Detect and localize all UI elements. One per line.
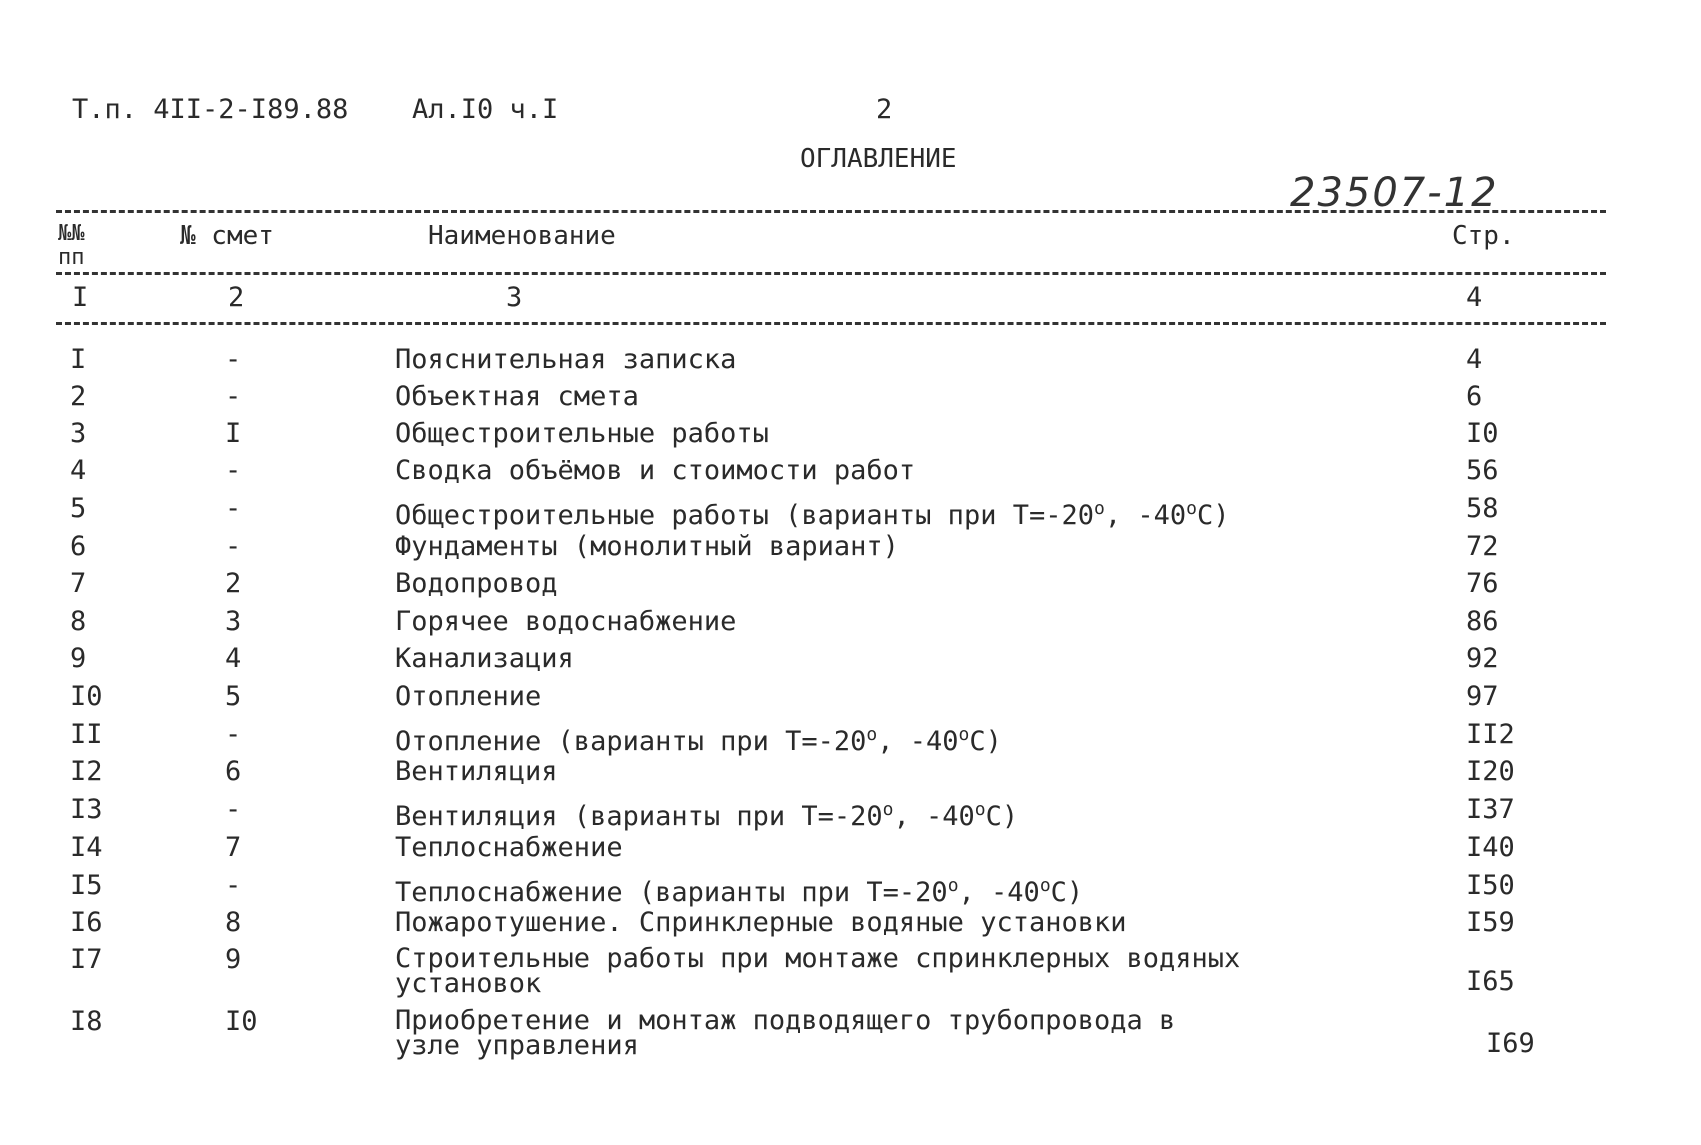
- row-name: Горячее водоснабжение: [395, 606, 737, 637]
- row-number: II: [70, 719, 103, 750]
- row-page: I40: [1466, 832, 1515, 863]
- row-name: Канализация: [395, 643, 574, 674]
- row-number: 9: [70, 643, 87, 674]
- row-number: 4: [70, 455, 87, 486]
- row-name: Общестроительные работы (варианты при $Т=-20^o$, -40$^o$С): [395, 498, 1230, 531]
- row-name: Теплоснабжение (варианты при $Т=-20^o$, -40$^o$С): [395, 875, 1084, 908]
- row-name: [395, 943, 1241, 999]
- row-number: 8: [70, 606, 87, 637]
- header-bottom-rule: [56, 272, 1606, 275]
- row-name-line: Строительные работы при монтаже спринклерных водяных: [395, 943, 1241, 974]
- row-name: Отопление (варианты при $Т=-20^o$, -40$^o$С): [395, 724, 1002, 757]
- table-top-rule: [56, 210, 1606, 213]
- row-number: I7: [70, 944, 103, 975]
- row-number: 5: [70, 493, 87, 524]
- column-header-smeta: № смет: [180, 221, 274, 251]
- row-number: I2: [70, 756, 103, 787]
- page-title: ОГЛАВЛЕНИЕ: [800, 144, 957, 174]
- row-name: Водопровод: [395, 568, 558, 599]
- row-number: I6: [70, 907, 103, 938]
- row-name: Пожаротушение. Спринклерные водяные установки: [395, 907, 1127, 938]
- handwritten-number: 23507-12: [1290, 170, 1499, 216]
- row-estimate-number: -: [225, 381, 242, 412]
- row-estimate-number: I: [225, 418, 242, 449]
- row-name: Фундаменты (монолитный вариант): [395, 531, 899, 562]
- row-number: I5: [70, 870, 103, 901]
- row-number: I0: [70, 681, 103, 712]
- column-number-2: 2: [228, 282, 245, 313]
- row-page: I50: [1466, 870, 1515, 901]
- row-name-line: узле управления: [395, 1030, 639, 1061]
- row-number: I4: [70, 832, 103, 863]
- row-name: Сводка объёмов и стоимости работ: [395, 455, 916, 486]
- row-number: I3: [70, 794, 103, 825]
- row-name-line: Приобретение и монтаж подводящего трубопровода в: [395, 1005, 1176, 1036]
- row-number: 6: [70, 531, 87, 562]
- row-page: 76: [1466, 568, 1499, 599]
- row-estimate-number: -: [225, 493, 242, 524]
- row-estimate-number: -: [225, 531, 242, 562]
- row-estimate-number: 3: [225, 606, 242, 637]
- row-name: Общестроительные работы: [395, 418, 769, 449]
- row-estimate-number: -: [225, 344, 242, 375]
- row-estimate-number: 7: [225, 832, 242, 863]
- row-estimate-number: 8: [225, 907, 242, 938]
- row-page: 58: [1466, 493, 1499, 524]
- row-estimate-number: -: [225, 794, 242, 825]
- row-page: I69: [1486, 1028, 1535, 1059]
- row-name: Пояснительная записка: [395, 344, 737, 375]
- row-number: I: [70, 344, 87, 375]
- row-page: 72: [1466, 531, 1499, 562]
- album-number: Ал.I0 ч.I: [412, 94, 559, 125]
- column-numbers-bottom-rule: [56, 322, 1606, 325]
- column-number-1: I: [72, 282, 89, 313]
- row-page: I20: [1466, 756, 1515, 787]
- row-name: Теплоснабжение: [395, 832, 623, 863]
- column-header-name: Наименование: [428, 221, 616, 251]
- row-number: 7: [70, 568, 87, 599]
- row-number: 3: [70, 418, 87, 449]
- row-estimate-number: -: [225, 455, 242, 486]
- document-code: Т.п. 4II-2-I89.88: [72, 94, 349, 125]
- row-name: [395, 1005, 1176, 1061]
- row-page: 92: [1466, 643, 1499, 674]
- row-estimate-number: 4: [225, 643, 242, 674]
- column-header-num: №№ пп: [58, 221, 85, 270]
- row-estimate-number: I0: [225, 1006, 258, 1037]
- row-number: 2: [70, 381, 87, 412]
- row-number: I8: [70, 1006, 103, 1037]
- row-estimate-number: -: [225, 870, 242, 901]
- row-estimate-number: 2: [225, 568, 242, 599]
- column-header-page: Стр.: [1452, 221, 1515, 251]
- row-page: 4: [1466, 344, 1483, 375]
- row-name: Отопление: [395, 681, 542, 712]
- row-estimate-number: 5: [225, 681, 242, 712]
- row-page: 6: [1466, 381, 1483, 412]
- row-name-line: установок: [395, 968, 542, 999]
- row-page: I65: [1466, 966, 1515, 997]
- row-page: I0: [1466, 418, 1499, 449]
- column-number-3: 3: [506, 282, 523, 313]
- row-page: 56: [1466, 455, 1499, 486]
- row-estimate-number: 6: [225, 756, 242, 787]
- row-estimate-number: 9: [225, 944, 242, 975]
- row-name: Вентиляция: [395, 756, 558, 787]
- row-page: II2: [1466, 719, 1515, 750]
- row-page: 86: [1466, 606, 1499, 637]
- page-number: 2: [876, 94, 893, 125]
- row-name: Вентиляция (варианты при $Т=-20^o$, -40$^o$С): [395, 799, 1019, 832]
- row-page: I59: [1466, 907, 1515, 938]
- row-page: I37: [1466, 794, 1515, 825]
- row-page: 97: [1466, 681, 1499, 712]
- row-name: Объектная смета: [395, 381, 639, 412]
- row-estimate-number: -: [225, 719, 242, 750]
- column-number-4: 4: [1466, 282, 1483, 313]
